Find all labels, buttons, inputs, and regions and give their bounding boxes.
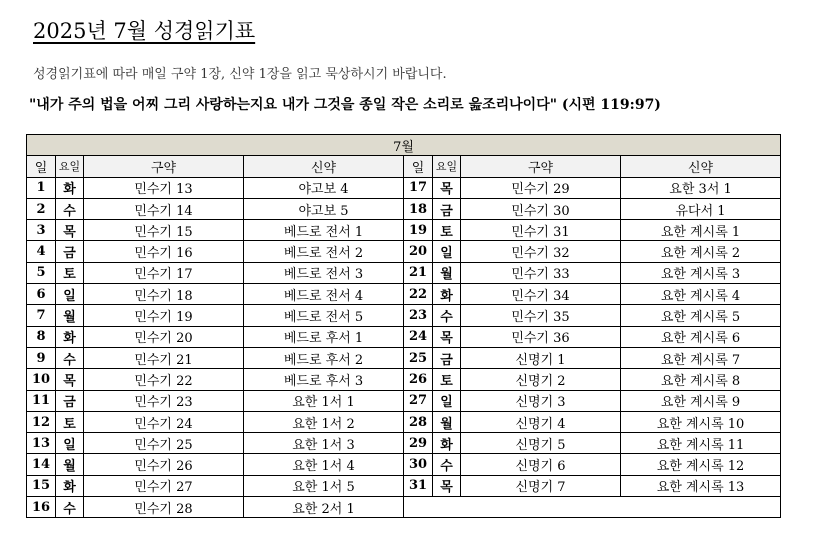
new-testament-reading: 요한 계시록 6 — [621, 326, 781, 347]
day-cell: 10 — [27, 369, 56, 390]
weekday-cell: 화 — [433, 433, 461, 454]
weekday-cell: 토 — [433, 369, 461, 390]
day-cell: 23 — [404, 305, 433, 326]
new-testament-reading: 유다서 1 — [621, 198, 781, 219]
weekday-cell: 일 — [433, 390, 461, 411]
new-testament-reading: 요한 계시록 7 — [621, 347, 781, 368]
old-testament-reading: 민수기 25 — [84, 433, 244, 454]
table-row — [27, 262, 781, 283]
table-row — [27, 177, 781, 198]
weekday-cell: 금 — [56, 390, 84, 411]
table-row — [27, 220, 781, 241]
day-cell: 28 — [404, 411, 433, 432]
new-testament-reading: 요한 계시록 13 — [621, 475, 781, 496]
old-testament-reading: 민수기 26 — [84, 454, 244, 475]
weekday-cell: 토 — [56, 262, 84, 283]
weekday-cell: 토 — [433, 220, 461, 241]
weekday-cell: 수 — [56, 497, 84, 518]
table-row — [27, 284, 781, 305]
reading-plan-table — [26, 134, 781, 518]
day-cell: 7 — [27, 305, 56, 326]
weekday-cell: 금 — [433, 198, 461, 219]
table-row — [27, 454, 781, 475]
old-testament-reading: 신명기 4 — [461, 411, 621, 432]
column-header-day: 일 — [27, 156, 56, 177]
old-testament-reading: 민수기 20 — [84, 326, 244, 347]
day-cell: 12 — [27, 411, 56, 432]
new-testament-reading: 요한 계시록 4 — [621, 284, 781, 305]
weekday-cell: 일 — [56, 433, 84, 454]
column-header-weekday: 요일 — [56, 156, 84, 177]
new-testament-reading: 베드로 전서 5 — [244, 305, 404, 326]
day-cell: 13 — [27, 433, 56, 454]
weekday-cell: 목 — [433, 475, 461, 496]
day-cell: 31 — [404, 475, 433, 496]
table-row — [27, 475, 781, 496]
new-testament-reading: 요한 계시록 9 — [621, 390, 781, 411]
table-row — [27, 326, 781, 347]
weekday-cell: 수 — [56, 347, 84, 368]
old-testament-reading: 신명기 5 — [461, 433, 621, 454]
new-testament-reading: 요한 계시록 8 — [621, 369, 781, 390]
weekday-cell: 목 — [433, 177, 461, 198]
old-testament-reading: 민수기 30 — [461, 198, 621, 219]
old-testament-reading: 민수기 21 — [84, 347, 244, 368]
old-testament-reading: 민수기 36 — [461, 326, 621, 347]
new-testament-reading: 야고보 5 — [244, 198, 404, 219]
day-cell: 9 — [27, 347, 56, 368]
old-testament-reading: 신명기 1 — [461, 347, 621, 368]
new-testament-reading: 요한 계시록 1 — [621, 220, 781, 241]
table-row — [27, 433, 781, 454]
new-testament-reading: 요한 1서 1 — [244, 390, 404, 411]
old-testament-reading: 민수기 19 — [84, 305, 244, 326]
old-testament-reading: 민수기 24 — [84, 411, 244, 432]
column-header-old-testament: 구약 — [84, 156, 244, 177]
weekday-cell: 월 — [433, 262, 461, 283]
old-testament-reading: 민수기 18 — [84, 284, 244, 305]
weekday-cell: 목 — [433, 326, 461, 347]
new-testament-reading: 요한 계시록 10 — [621, 411, 781, 432]
weekday-cell: 목 — [56, 220, 84, 241]
day-cell: 16 — [27, 497, 56, 518]
day-cell: 4 — [27, 241, 56, 262]
day-cell: 19 — [404, 220, 433, 241]
new-testament-reading: 요한 1서 3 — [244, 433, 404, 454]
new-testament-reading: 요한 계시록 3 — [621, 262, 781, 283]
day-cell: 30 — [404, 454, 433, 475]
day-cell: 18 — [404, 198, 433, 219]
month-header: 7월 — [27, 135, 781, 156]
new-testament-reading: 요한 1서 4 — [244, 454, 404, 475]
new-testament-reading: 베드로 전서 2 — [244, 241, 404, 262]
table-row — [27, 497, 781, 518]
empty-cell — [404, 497, 781, 518]
column-header-new-testament: 신약 — [621, 156, 781, 177]
weekday-cell: 화 — [433, 284, 461, 305]
old-testament-reading: 민수기 23 — [84, 390, 244, 411]
old-testament-reading: 민수기 29 — [461, 177, 621, 198]
day-cell: 11 — [27, 390, 56, 411]
weekday-cell: 월 — [56, 305, 84, 326]
new-testament-reading: 요한 2서 1 — [244, 497, 404, 518]
weekday-cell: 금 — [433, 347, 461, 368]
new-testament-reading: 요한 계시록 11 — [621, 433, 781, 454]
weekday-cell: 목 — [56, 369, 84, 390]
instructions-text: 성경읽기표에 따라 매일 구약 1장, 신약 1장을 읽고 묵상하시기 바랍니다. — [33, 67, 447, 82]
old-testament-reading: 민수기 32 — [461, 241, 621, 262]
day-cell: 20 — [404, 241, 433, 262]
day-cell: 14 — [27, 454, 56, 475]
day-cell: 17 — [404, 177, 433, 198]
day-cell: 22 — [404, 284, 433, 305]
old-testament-reading: 민수기 22 — [84, 369, 244, 390]
old-testament-reading: 신명기 3 — [461, 390, 621, 411]
old-testament-reading: 신명기 7 — [461, 475, 621, 496]
table-row — [27, 390, 781, 411]
day-cell: 29 — [404, 433, 433, 454]
new-testament-reading: 베드로 전서 3 — [244, 262, 404, 283]
column-header-new-testament: 신약 — [244, 156, 404, 177]
weekday-cell: 월 — [433, 411, 461, 432]
old-testament-reading: 신명기 6 — [461, 454, 621, 475]
old-testament-reading: 민수기 13 — [84, 177, 244, 198]
new-testament-reading: 요한 계시록 2 — [621, 241, 781, 262]
old-testament-reading: 민수기 16 — [84, 241, 244, 262]
old-testament-reading: 민수기 31 — [461, 220, 621, 241]
weekday-cell: 토 — [56, 411, 84, 432]
new-testament-reading: 요한 1서 2 — [244, 411, 404, 432]
column-header-weekday: 요일 — [433, 156, 461, 177]
weekday-cell: 일 — [433, 241, 461, 262]
weekday-cell: 수 — [56, 198, 84, 219]
table-row — [27, 241, 781, 262]
old-testament-reading: 민수기 27 — [84, 475, 244, 496]
day-cell: 1 — [27, 177, 56, 198]
old-testament-reading: 민수기 28 — [84, 497, 244, 518]
new-testament-reading: 베드로 후서 2 — [244, 347, 404, 368]
day-cell: 8 — [27, 326, 56, 347]
day-cell: 27 — [404, 390, 433, 411]
weekday-cell: 화 — [56, 177, 84, 198]
new-testament-reading: 베드로 전서 4 — [244, 284, 404, 305]
day-cell: 15 — [27, 475, 56, 496]
new-testament-reading: 요한 계시록 5 — [621, 305, 781, 326]
new-testament-reading: 요한 계시록 12 — [621, 454, 781, 475]
table-row — [27, 369, 781, 390]
day-cell: 2 — [27, 198, 56, 219]
day-cell: 5 — [27, 262, 56, 283]
weekday-cell: 수 — [433, 305, 461, 326]
old-testament-reading: 민수기 15 — [84, 220, 244, 241]
old-testament-reading: 민수기 35 — [461, 305, 621, 326]
day-cell: 21 — [404, 262, 433, 283]
table-row — [27, 198, 781, 219]
new-testament-reading: 요한 1서 5 — [244, 475, 404, 496]
bible-verse-quote: "내가 주의 법을 어찌 그리 사랑하는지요 내가 그것을 종일 작은 소리로 읊조리나이다" (시편 119:97) — [29, 97, 661, 113]
new-testament-reading: 베드로 후서 3 — [244, 369, 404, 390]
old-testament-reading: 민수기 17 — [84, 262, 244, 283]
weekday-cell: 금 — [56, 241, 84, 262]
old-testament-reading: 민수기 14 — [84, 198, 244, 219]
reading-plan-body — [27, 177, 781, 518]
day-cell: 6 — [27, 284, 56, 305]
new-testament-reading: 베드로 전서 1 — [244, 220, 404, 241]
day-cell: 26 — [404, 369, 433, 390]
new-testament-reading: 야고보 4 — [244, 177, 404, 198]
column-header-day: 일 — [404, 156, 433, 177]
old-testament-reading: 신명기 2 — [461, 369, 621, 390]
day-cell: 25 — [404, 347, 433, 368]
day-cell: 24 — [404, 326, 433, 347]
old-testament-reading: 민수기 34 — [461, 284, 621, 305]
new-testament-reading: 요한 3서 1 — [621, 177, 781, 198]
page-title: 2025년 7월 성경읽기표 — [33, 19, 256, 43]
day-cell: 3 — [27, 220, 56, 241]
weekday-cell: 화 — [56, 475, 84, 496]
table-row — [27, 305, 781, 326]
table-row — [27, 411, 781, 432]
weekday-cell: 일 — [56, 284, 84, 305]
old-testament-reading: 민수기 33 — [461, 262, 621, 283]
weekday-cell: 월 — [56, 454, 84, 475]
weekday-cell: 수 — [433, 454, 461, 475]
column-header-old-testament: 구약 — [461, 156, 621, 177]
new-testament-reading: 베드로 후서 1 — [244, 326, 404, 347]
table-row — [27, 347, 781, 368]
weekday-cell: 화 — [56, 326, 84, 347]
